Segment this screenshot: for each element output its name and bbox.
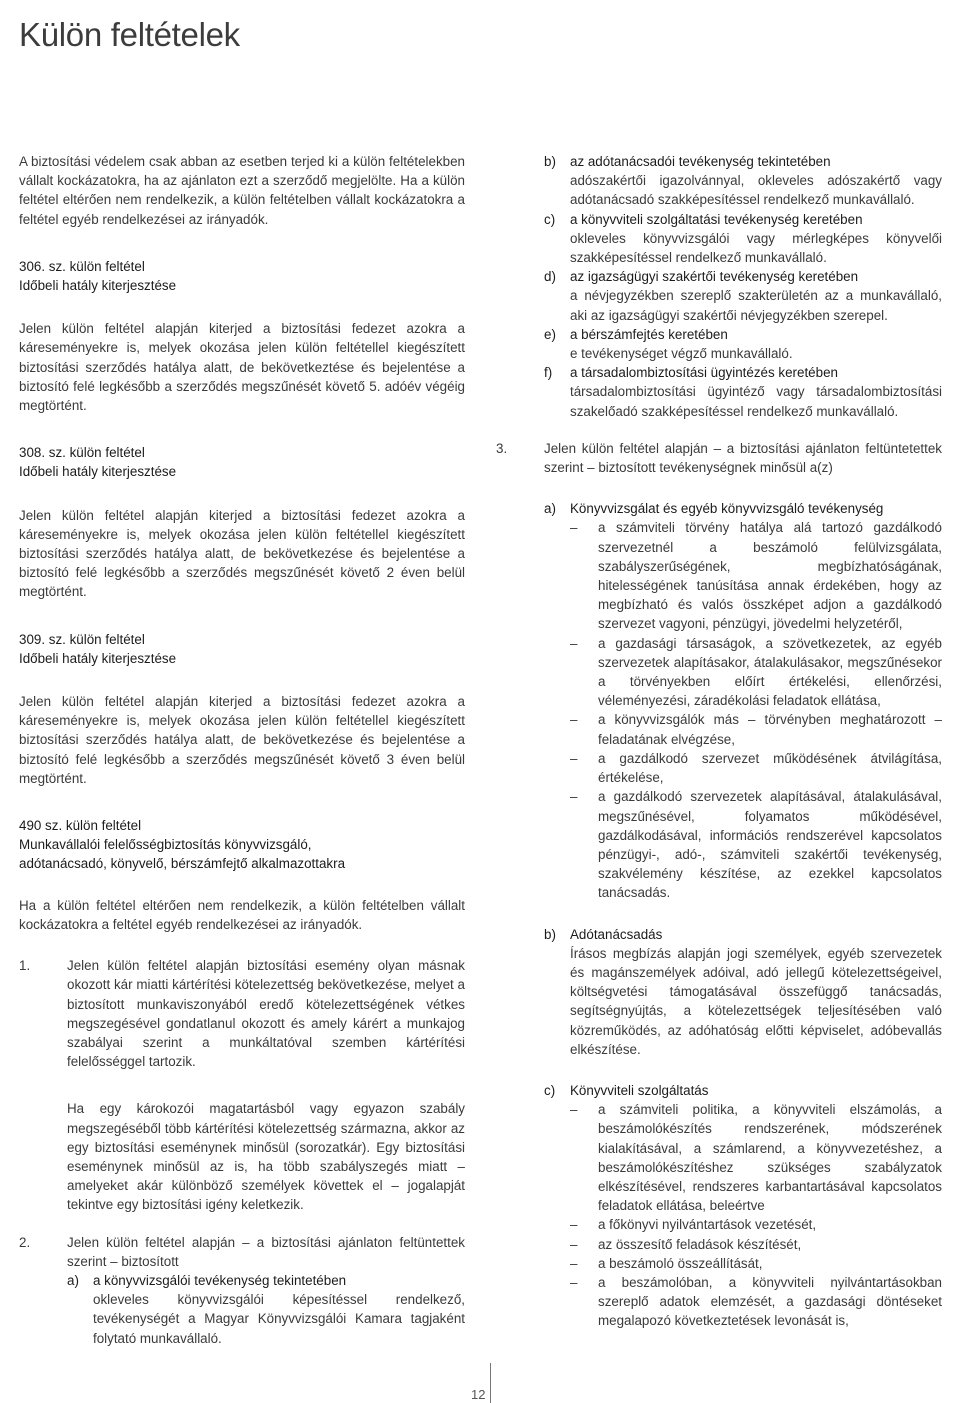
dash-bullet-icon: – [570,712,578,728]
section-body: Jelen külön feltétel alapján kiterjed a biztosítási fedezet azokra a káreseményekre is, melyek okozása jelen külön feltétellel kiegészített biztosítási szerződés hatálya alatt, de bekövetkezése és bejelentése a biztosító felé legkésőbb a szerződés megszűnését követő 2 éven belül megtörtént. [19,507,465,600]
dash-list [570,518,942,902]
dash-item-text: a főkönyvi nyilvántartások vezetését, [598,1217,817,1233]
dash-list-item [570,1100,942,1215]
section-body: Jelen külön feltétel alapján kiterjed a biztosítási fedezet azokra a káreseményekre is, melyek okozása jelen külön feltétellel kiegészített biztosítási szerződés hatálya alatt, de bekövetkezése és bejelentése a biztosító felé legkésőbb a szerződés megszűnését követő 3 éven belül megtörtént. [19,694,465,786]
right-column [496,152,942,1331]
dash-bullet-icon: – [570,1255,578,1271]
numbered-item-1 [19,956,465,1214]
dash-list-item [570,1273,942,1331]
section-body: Jelen külön feltétel alapján kiterjed a biztosítási fedezet azokra a káreseményekre is, melyek okozása jelen külön feltétellel kiegészített biztosítási szerződés hatálya alatt, de bekövetkeztése és bejelentése a biztosító felé legkésőbb a szerződés megszűnését követő 5. adóév végéig megtörtént. [19,321,465,414]
activity-title: Könyvviteli szolgáltatás [570,1082,709,1098]
dash-item-text: a gazdálkodó szervezet működésének átvilágítása, értékelése, [598,750,942,786]
activity-label: c) [544,1082,556,1098]
dash-list-item [570,749,942,787]
sub-item-title: az adótanácsadói tevékenység tekintetében [570,154,831,169]
sub-item-b [544,152,942,210]
dash-bullet-icon: – [570,789,578,805]
sub-item-title: a társadalombiztosítási ügyintézés keretében [570,365,838,381]
page-title: Külön feltételek [19,16,240,53]
sub-item-desc: társadalombiztosítási ügyintéző vagy társadalombiztosítási szakelőadó szakképesítéssel rendelkező munkavállaló. [570,384,942,419]
item-paragraph: Jelen külön feltétel alapján biztosítási esemény olyan másnak okozott kár miatti kártérítési kötelezettség bekövetkezése, melyet a biztosított munkaviszonyából eredő kötelezettségének vétkes megszegésével gondatlanul okozott és amely kárért a munkajog szabályai szerint a munkáltatóval szemben kártérítési felelősséggel tartozik. [67,958,465,1070]
footer-divider [490,1363,491,1403]
section-number: 308. sz. külön feltétel [19,445,145,461]
dash-list-item [570,634,942,711]
section-number: 490 sz. külön feltétel [19,818,142,834]
dash-item-text: a gazdálkodó szervezetek alapításával, átalakulásával, megszűnésével, folyamatos működésével, gazdálkodásával, információs rendszerével kapcsolatos pénzügyi-, adó-, számviteli szakértői tevékenység, szakvélemény készítése, az ezekkel kapcsolatos tanácsadás. [598,789,942,901]
sub-item-label: a) [67,1272,79,1288]
activity-label: a) [544,501,556,517]
dash-list-item [570,518,942,633]
sub-item-desc: adószakértői igazolvánnyal, okleveles adószakértő vagy adótanácsadó szakképesítéssel rendelkező munkavállaló. [570,173,942,208]
item-paragraph: Ha egy károkozói magatartásból vagy egyazon szabály megszegéséből több kártérítési kötelezettség származna, akkor az egy biztosítási eseménynek minősül (sorozatkár). Egy biztosítási eseménynek minősül az is, ha több szabályszegés miatt – amelyeket akár különböző személyek követtek el – jogalapját tekintve egy biztosítási igény keletkezik. [67,1101,465,1213]
dash-list-item [570,1254,942,1273]
dash-bullet-icon: – [570,750,578,766]
sub-item-label: f) [544,365,553,381]
section-subtitle: Időbeli hatály kiterjesztése [19,464,177,480]
sub-item-label: c) [544,211,556,227]
sub-item-d [544,267,942,325]
sub-item-c [544,210,942,268]
activity-desc: Írásos megbízás alapján jogi személyek, egyéb szervezetek és magánszemélyek adóival, adó jellegű kötelezettségeivel, költségvetési támogatásával összefüggő tanácsadás, segítségnyújtás, a kötelezettségek teljesítésében való közreműködés, az adóhatóság előtti képviselet, adóbevallás elkészítése. [570,945,942,1057]
dash-item-text: a számviteli politika, a könyvviteli elszámolás, a beszámolókészítés rendszerének, módszerének kialakításával, a számlarend, a könyvvezetéshez, a beszámolókészítéshez szükséges szabályzatok elkészítésével, rendszeres karbantartásával kapcsolatos feladatok ellátása, beleértve [598,1102,942,1214]
dash-list-item [570,710,942,748]
section-309 [19,630,465,788]
sub-item-e [544,325,942,363]
dash-list-item [570,1215,942,1234]
intro-paragraph: A biztosítási védelem csak abban az esetben terjed ki a külön feltételekben vállalt kockázatokra, ha az ajánlaton ezt a szerződő megjelölte. Ha a külön feltétel eltérően nem rendelkezik, a külön feltételben vállalt kockázatokra a feltétel egyéb rendelkezései az irányadók. [19,154,465,227]
dash-bullet-icon: – [570,1102,578,1118]
numbered-item-2 [19,1233,465,1348]
sub-item-title: a könyvvizsgálói tevékenység tekintetében [93,1272,347,1288]
section-490 [19,816,465,1348]
sub-item-a [67,1271,465,1348]
sub-item-label: d) [544,269,556,285]
section-subtitle-line2: adótanácsadó, könyvelő, bérszámfejtő alkalmazottakra [19,856,346,872]
section-308 [19,443,465,601]
dash-item-text: a gazdasági társaságok, a szövetkezetek, az egyéb szervezetek alapításakor, átalakulásakor, megszűnésekor a törvényekben előírt értékelési, ellenőrzési, véleményezési, záradékolási feladatok ellátása, [598,635,942,709]
sub-item-desc: a névjegyzékben szereplő szakterületén az a munkavállaló, aki az igazságügyi szakértői névjegyzékben szerepel. [570,288,942,323]
sub-item-title: a bérszámfejtés keretében [570,326,728,342]
item-paragraph: Jelen külön feltétel alapján – a biztosítási ajánlaton feltüntetettek szerint – biztosított tevékenységnek minősül a(z) [544,440,942,476]
dash-item-text: az összesítő feladások készítését, [598,1236,802,1252]
sub-item-label: e) [544,326,556,342]
sub-item-desc: e tevékenységet végző munkavállaló. [570,346,793,362]
item-paragraph: Jelen külön feltétel alapján – a biztosítási ajánlaton feltüntettek szerint – biztosított [67,1234,465,1269]
item-number: 1. [19,958,31,974]
sub-item-title: az igazságügyi szakértői tevékenység keretében [570,269,859,285]
sub-item-title: a könyvviteli szolgáltatási tevékenység keretében [570,211,863,227]
dash-item-text: a beszámolóban, a könyvviteli nyilvántartásokban szereplő adatok elemzését, a gazdasági döntéseket megalapozó következtetések levonását is, [598,1274,942,1329]
dash-bullet-icon: – [570,1274,578,1290]
dash-list-item [570,787,942,902]
activity-c [544,1081,942,1331]
section-intro: Ha a külön feltétel eltérően nem rendelkezik, a külön feltételben vállalt kockázatokra a feltétel egyéb rendelkezései az irányadók. [19,897,465,932]
page-number: 12 [471,1387,486,1402]
activity-title: Adótanácsadás [570,926,663,942]
section-subtitle: Időbeli hatály kiterjesztése [19,650,177,666]
dash-item-text: a könyvvizsgálók más – törvényben meghatározott – feladatának elvégzése, [598,712,942,747]
activity-a [544,499,942,902]
sub-item-desc: okleveles könyvvizsgálói vagy mérlegképes könyvelői szakképesítéssel rendelkező munkavállaló. [570,230,942,266]
sub-item-desc: okleveles könyvvizsgálói képesítéssel rendelkező, tevékenységét a Magyar Könyvvizsgálói Kamara tagjaként folytató munkavállaló. [93,1292,465,1346]
section-number: 306. sz. külön feltétel [19,258,145,274]
dash-bullet-icon: – [570,635,578,651]
activity-title: Könyvvizsgálat és egyéb könyvvizsgáló tevékenység [570,501,884,517]
dash-bullet-icon: – [570,1236,578,1252]
sub-item-f [544,363,942,421]
dash-item-text: a számviteli törvény hatálya alá tartozó gazdálkodó szervezetnél a beszámoló felülvizsgálata, szabályszerűségének, megbízhatóságának, hitelességének tanúsítása annak érdekében, hogy az megbízható és valós összképet adjon a gazdálkodó szervezet vagyoni, pénzügyi, jövedelmi helyzetéről, [598,520,942,632]
dash-list [570,1100,942,1330]
numbered-item-3 [496,439,942,477]
sub-item-label: b) [544,154,556,169]
section-subtitle: Időbeli hatály kiterjesztése [19,278,177,294]
section-number: 309. sz. külön feltétel [19,631,145,647]
activity-label: b) [544,926,556,942]
dash-list-item [570,1235,942,1254]
dash-bullet-icon: – [570,520,578,536]
section-306 [19,257,465,415]
left-column [19,152,465,1348]
activity-b [544,925,942,1059]
section-subtitle-line1: Munkavállalói felelősségbiztosítás könyvvizsgáló, [19,837,312,853]
item-number: 3. [496,440,508,456]
dash-item-text: a beszámoló összeállítását, [598,1255,763,1271]
dash-bullet-icon: – [570,1217,578,1233]
item-number: 2. [19,1234,31,1250]
